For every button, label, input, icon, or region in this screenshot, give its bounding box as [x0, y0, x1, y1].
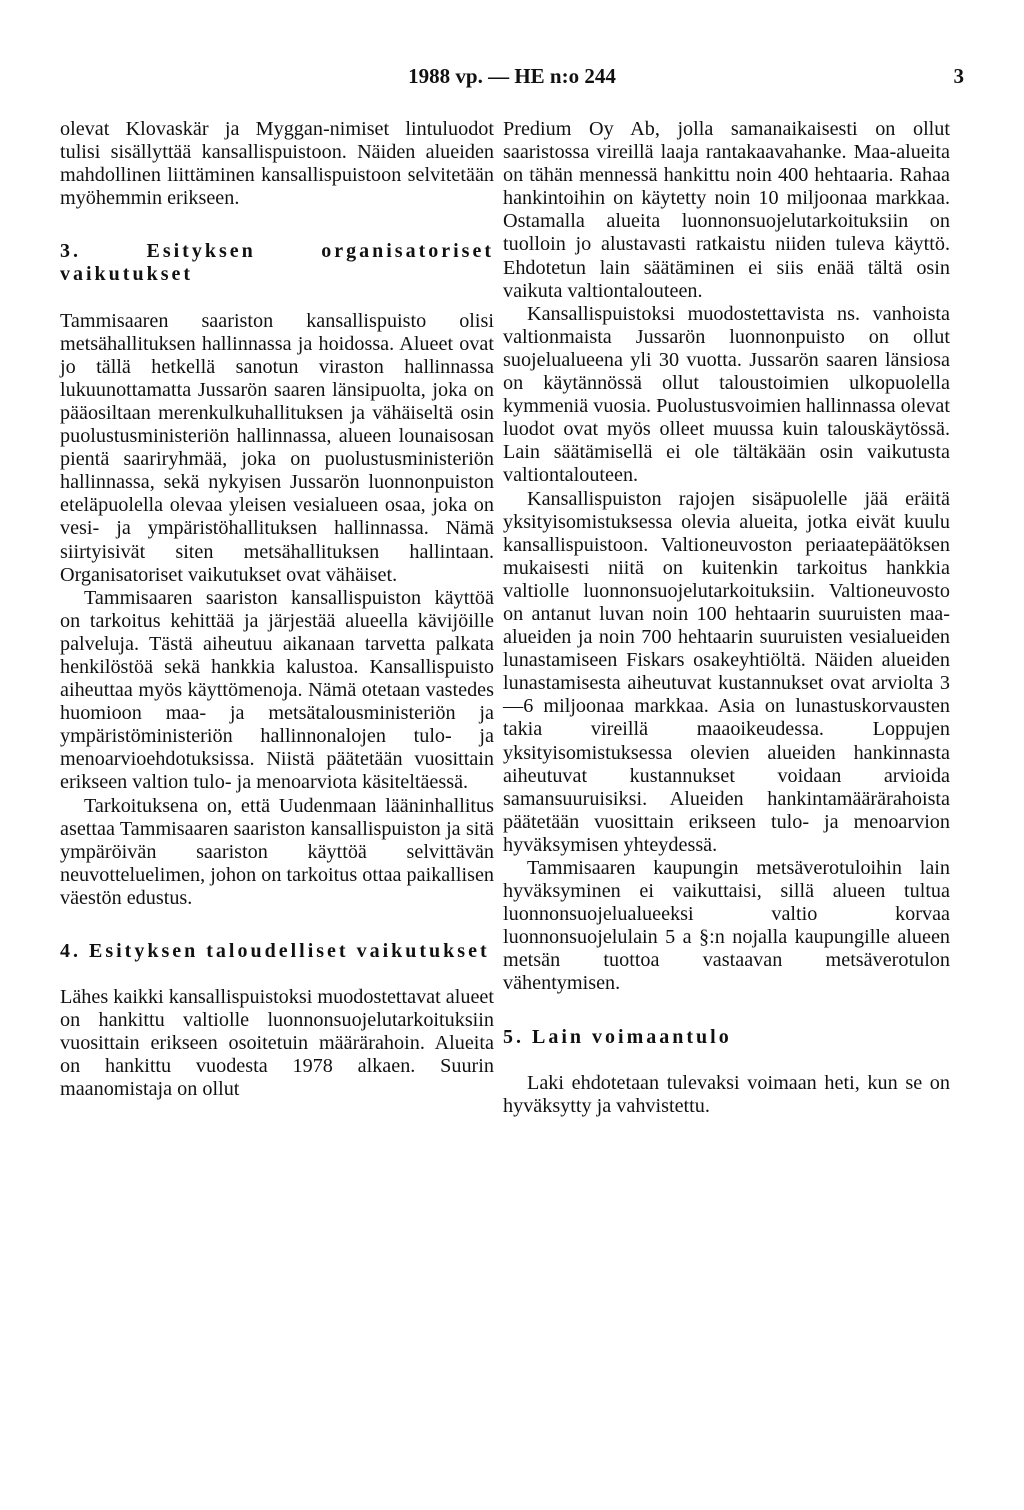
paragraph: Laki ehdotetaan tulevaksi voimaan heti, kun se on hyväksytty ja vahvistettu.: [503, 1071, 950, 1117]
section-heading-5: 5. Lain voimaantulo: [503, 1025, 732, 1048]
paragraph: Lähes kaikki kansallispuistoksi muodostettavat alueet on hankittu valtiolle luonnonsuojelutarkoituksiin vuosittain erikseen osoitetuin määrärahoin. Alueita on hankittu vuodesta 1978 alkaen. Suurin maanomistaja on ollut: [60, 986, 494, 1101]
paragraph: Kansallispuistoksi muodostettavista ns. vanhoista valtionmaista Jussarön luonnonpuisto on ollut suojelualueena yli 30 vuotta. Jussarön saaren länsiosa on käytännössä ollut taloustoimien ulkopuolella kymmeniä vuosia. Puolustusvoimien hallinnassa olevat luodot ovat myös olleet muussa kuin talouskäytössä. Lain säätämisellä ei ole tältäkään osin vaikutusta valtiontalouteen.: [503, 302, 950, 487]
document-title: 1988 vp. — HE n:o 244: [408, 64, 616, 88]
page-header: [60, 64, 964, 94]
section-heading-3: 3. Esityksen organisatoriset vaikutukset: [60, 240, 494, 286]
paragraph: Tarkoituksena on, että Uudenmaan lääninhallitus asettaa Tammisaaren saariston kansallispuiston ja sitä ympäröivän saariston käyttöä selvittävän neuvotteluelimen, johon on tarkoitus ottaa paikallisen väestön edustus.: [60, 794, 494, 909]
right-column: [503, 118, 950, 1118]
paragraph: Tammisaaren saariston kansallispuiston käyttöä on tarkoitus kehittää ja järjestää alueella kävijöille palveluja. Tästä aiheutuu aikanaan tarvetta palkata henkilöstöä sekä hankkia kalustoa. Kansallispuisto aiheuttaa myös käyttömenoja. Nämä otetaan vastedes huomioon maa- ja metsätalousministeriön ja ympäristöministeriön hallinnonalojen tulo- ja menoarvioehdotuksissa. Niistä päätetään vuosittain erikseen valtion tulo- ja menoarviota käsiteltäessä.: [60, 586, 494, 794]
page-number: 3: [953, 64, 964, 88]
left-column: [60, 118, 494, 1102]
paragraph: Tammisaaren saariston kansallispuisto olisi metsähallituksen hallinnassa ja hoidossa. Alueet ovat jo tällä hetkellä sanotun viraston hallinnassa lukuunottamatta Jussarön saaren länsipuolta, joka on pääosiltaan merenkulkuhallituksen ja vähäiseltä osin puolustusministeriön hallinnassa, alueen lounaisosan pientä saariryhmää, joka on puolustusministeriön hallinnassa, sekä nykyisen Jussarön luonnonpuiston eteläpuolella olevaa yleisen vesialueen osaa, joka on vesi- ja ympäristöhallituksen hallinnassa. Nämä siirtyisivät siten metsähallituksen hallintaan. Organisatoriset vaikutukset ovat vähäiset.: [60, 309, 494, 586]
paragraph: Predium Oy Ab, jolla samanaikaisesti on ollut saaristossa vireillä laaja rantakaavahanke. Maa-alueita on tähän mennessä hankittu noin 400 hehtaaria. Rahaa hankintoihin on käytetty noin 10 miljoonaa markkaa. Ostamalla alueita luonnonsuojelutarkoituksiin on tuolloin jo alustavasti ratkaistu niiden tuleva käyttö. Ehdotetun lain säätäminen ei siis enää tältä osin vaikuta valtiontalouteen.: [503, 118, 950, 302]
paragraph: olevat Klovaskär ja Myggan-nimiset lintuluodot tulisi sisällyttää kansallispuistoon. Näiden alueiden mahdollinen liittäminen kansallispuistoon selvitetään myöhemmin erikseen.: [60, 118, 494, 210]
paragraph: Tammisaaren kaupungin metsäverotuloihin lain hyväksyminen ei vaikuttaisi, sillä alueen tultua luonnonsuojelualueeksi valtio korvaa luonnonsuojelulain 5 a §:n nojalla kaupungille alueen metsän tuottoa vastaavan metsäverotulon vähentymisen.: [503, 857, 950, 995]
paragraph: Kansallispuiston rajojen sisäpuolelle jää eräitä yksityisomistuksessa olevia alueita, jotka eivät kuulu kansallispuistoon. Valtioneuvoston periaatepäätöksen mukaisesti niitä on kuitenkin tarkoitus hankkia valtiolle luonnonsuojelutarkoituksiin. Valtioneuvosto on antanut luvan noin 100 hehtaarin suuruisten maa-alueiden ja noin 700 hehtaarin suuruisten vesialueiden lunastamiseen Fiskars osakeyhtiöltä. Näiden alueiden lunastamisesta aiheutuvat kustannukset ovat arviolta 3—6 miljoonaa markkaa. Asia on lunastuskorvausten takia vireillä maaoikeudessa. Loppujen yksityisomistuksessa olevien alueiden hankinnasta aiheutuvat kustannukset voidaan arvioida samansuuruisiksi. Alueiden hankintamäärärahoista päätetään vuosittain erikseen tulo- ja menoarvion hyväksymisen yhteydessä.: [503, 487, 950, 856]
section-heading-4: 4. Esityksen taloudelliset vaikutukset: [60, 940, 490, 962]
